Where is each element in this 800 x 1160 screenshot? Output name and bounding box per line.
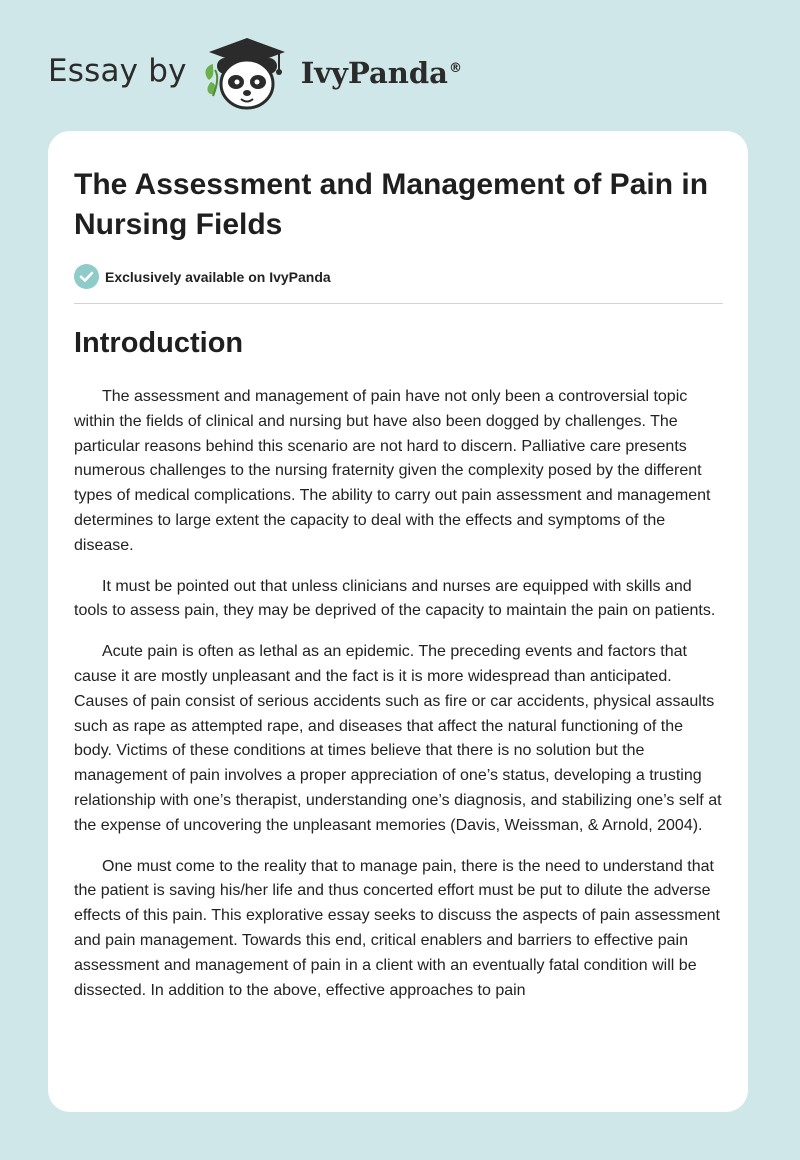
paragraph: One must come to the reality that to manage pain, there is the need to understand that the patient is saving his/her life and thus concerted effort must be put to dilute the adverse effects of this pain. This explorative essay seeks to discuss the aspects of pain assessment and pain management. Towards this end, critical enablers and barriers to effective pain assessment and management of pain in a client with an eventually fatal condition will be dissected. In addition to the above, effective approaches to pain [74, 857, 720, 999]
exclusive-label: Exclusively available on IvyPanda [105, 268, 331, 285]
essay-body [74, 385, 724, 1090]
title-divider [74, 303, 723, 304]
registered-mark: ® [448, 61, 462, 77]
essay-card [48, 131, 748, 1112]
site-brand[interactable] [48, 36, 462, 112]
panda-logo-icon [201, 36, 293, 112]
section-heading-introduction: Introduction [74, 327, 244, 359]
essay-title: The Assessment and Management of Pain in Nursing Fields [74, 168, 709, 241]
paragraph: The assessment and management of pain have not only been a controversial topic within the fields of clinical and nursing but have also been dogged by challenges. The particular reasons behind this scenario are not hard to discern. Palliative care presents numerous challenges to the nursing fraternity given the complexity posed by the different types of medical complications. The ability to carry out pain assessment and management determines to large extent the capacity to deal with the effects and symptoms of the disease. [74, 388, 711, 554]
brand-prefix: Essay by [48, 53, 187, 89]
check-badge-icon [74, 264, 99, 289]
exclusive-badge [74, 264, 331, 289]
paragraph: Acute pain is often as lethal as an epidemic. The preceding events and factors that cause it are mostly unpleasant and the fact is it is more widespread than anticipated. Causes of pain consist of serious accidents such as fire or car accidents, physical assaults such as rape as attempted rape, and diseases that affect the natural functioning of the body. Victims of these conditions at times believe that there is no solution but the management of pain involves a proper appreciation of one’s status, developing a trusting relationship with one’s therapist, understanding one’s diagnosis, and stabilizing one’s self at the expense of uncovering the unpleasant memories (Davis, Weissman, & Arnold, 2004). [74, 643, 722, 834]
brand-name: IvyPanda® [300, 56, 462, 90]
paragraph: It must be pointed out that unless clinicians and nurses are equipped with skills and tools to assess pain, they may be deprived of the capacity to maintain the pain on patients. [74, 577, 716, 620]
